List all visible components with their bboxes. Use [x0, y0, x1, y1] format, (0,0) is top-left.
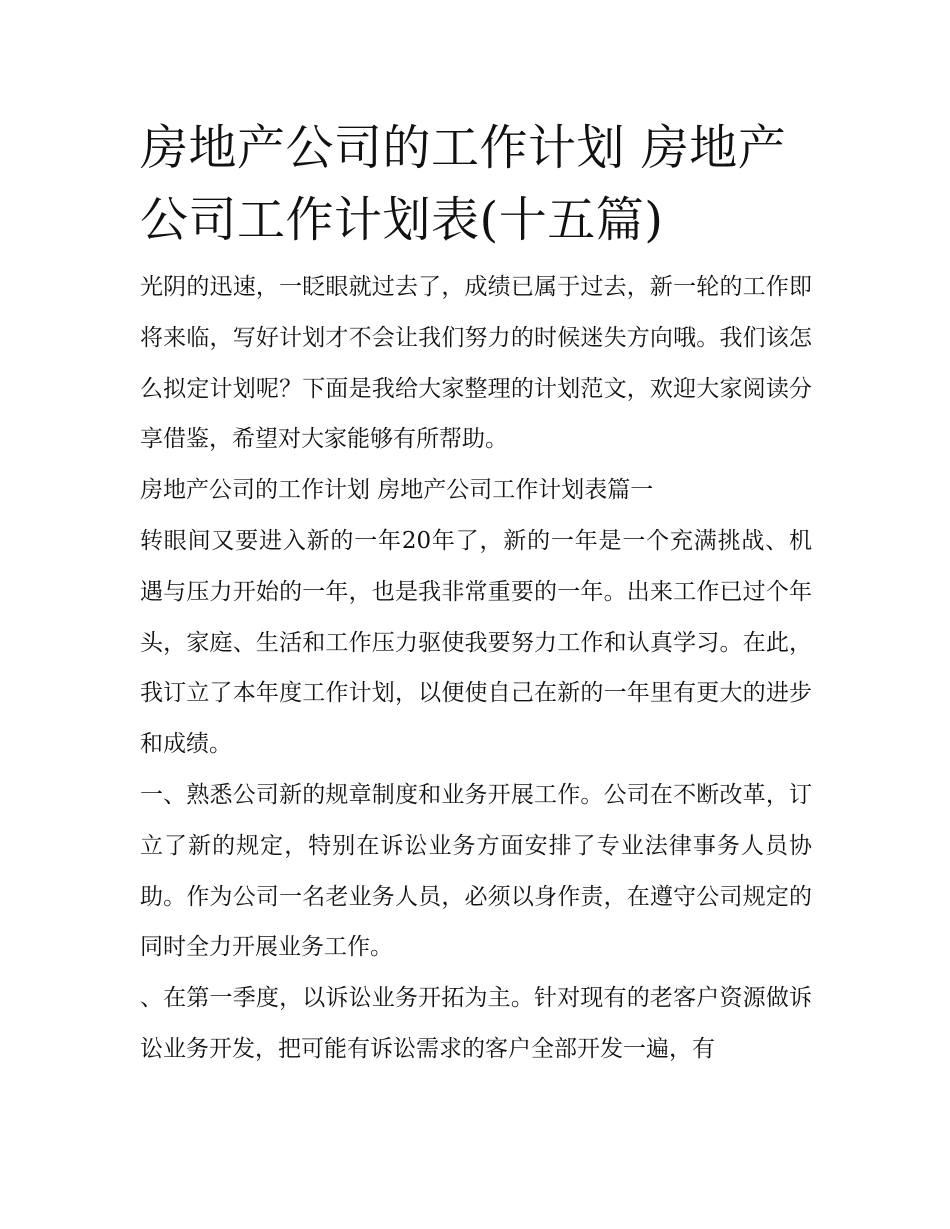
section-heading: 房地产公司的工作计划 房地产公司工作计划表篇一 [140, 477, 654, 504]
intro-paragraph: 光阴的迅速，一眨眼就过去了，成绩已属于过去，新一轮的工作即将来临，写好计划才不会让我们努力的时候迷失方向哦。我们该怎么拟定计划呢？下面是我给大家整理的计划范文，欢迎大家阅读分享借鉴，希望对大家能够有所帮助。 [140, 274, 812, 453]
body-paragraph-2: 一、熟悉公司新的规章制度和业务开展工作。公司在不断改革，订立了新的规定，特别在诉讼业务方面安排了专业法律事务人员协助。作为公司一名老业务人员，必须以身作责，在遵守公司规定的同时全力开展业务工作。 [140, 781, 812, 961]
document-page [140, 112, 812, 1075]
body-paragraph-3: 、在第一季度，以诉讼业务开拓为主。针对现有的老客户资源做诉讼业务开发，把可能有诉讼需求的客户全部开发一遍，有 [140, 985, 812, 1062]
body-paragraph-1: 转眼间又要进入新的一年20年了，新的一年是一个充满挑战、机遇与压力开始的一年，也是我非常重要的一年。出来工作已过个年头，家庭、生活和工作压力驱使我要努力工作和认真学习。在此，我订立了本年度工作计划，以便使自己在新的一年里有更大的进步和成绩。 [140, 527, 812, 758]
document-title: 房地产公司的工作计划 房地产公司工作计划表(十五篇) [140, 120, 787, 248]
